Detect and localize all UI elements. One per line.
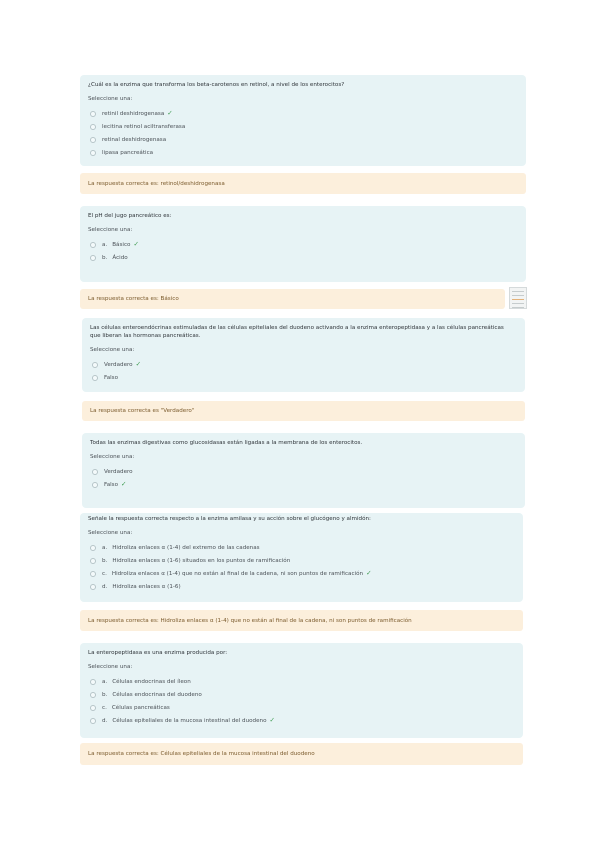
option-label: Hidroliza enlaces α (1-4) del extremo de las cadenas: [112, 544, 260, 551]
question-3: [82, 318, 525, 392]
option-a[interactable]: [88, 107, 516, 120]
option-d[interactable]: [88, 146, 516, 159]
option-letter: c.: [102, 570, 107, 577]
option-letter: a.: [102, 678, 108, 685]
option-c[interactable]: [88, 701, 513, 714]
option-letter: d.: [102, 583, 108, 590]
option-letter: b.: [102, 691, 108, 698]
option-d[interactable]: [88, 714, 513, 727]
radio-icon[interactable]: [90, 558, 96, 564]
option-b[interactable]: [88, 688, 513, 701]
feedback-text: La respuesta correcta es: retinol/deshidrogenasa: [88, 180, 225, 187]
question-text: Señale la respuesta correcta respecto a la enzima amilasa y su acción sobre el glucógeno y almidón:: [88, 516, 371, 522]
select-label: Seleccione una:: [88, 96, 133, 103]
radio-icon[interactable]: [92, 482, 98, 488]
option-b[interactable]: [88, 120, 516, 133]
question-text: La enteropeptidasa es una enzima producida por:: [88, 650, 228, 656]
select-label: Seleccione una:: [90, 454, 135, 461]
option-label: Falso: [104, 481, 119, 488]
option-label: Células pancreáticas: [111, 704, 170, 711]
radio-icon[interactable]: [90, 718, 96, 724]
radio-icon[interactable]: [90, 111, 96, 117]
option-letter: d.: [102, 717, 108, 724]
option-b[interactable]: [88, 251, 516, 264]
check-icon: ✓: [121, 480, 127, 488]
option-label: retinal deshidrogenasa: [102, 136, 167, 143]
select-label: Seleccione una:: [90, 347, 135, 354]
select-label: Seleccione una:: [88, 664, 133, 671]
radio-icon[interactable]: [90, 137, 96, 143]
option-letter: b.: [102, 254, 108, 261]
option-label: Células endocrinas del íleon: [112, 678, 191, 685]
radio-icon[interactable]: [90, 679, 96, 685]
option-a[interactable]: [88, 238, 516, 251]
feedback-6: [80, 743, 523, 765]
option-c[interactable]: [88, 133, 516, 146]
option-letter: a.: [102, 544, 108, 551]
question-1: [80, 75, 526, 166]
radio-icon[interactable]: [90, 545, 96, 551]
check-icon: ✓: [167, 109, 173, 117]
option-label: Hidroliza enlaces α (1-6) situados en los puntos de ramificación: [112, 557, 291, 564]
option-false[interactable]: [90, 371, 515, 384]
question-5: [80, 513, 523, 602]
radio-icon[interactable]: [92, 362, 98, 368]
check-icon: ✓: [269, 716, 275, 724]
check-icon: ✓: [135, 360, 142, 369]
feedback-5: [80, 610, 523, 631]
option-label: lecitina retinol aciltransferasa: [102, 123, 186, 130]
option-true[interactable]: [90, 358, 515, 371]
question-text: Todas las enzimas digestivas como glucosidasas están ligadas a la membrana de los enterocitos.: [90, 440, 363, 446]
page-thumbnail-icon[interactable]: [509, 287, 527, 309]
question-text: ¿Cuál es la enzima que transforma los beta-carotenos en retinol, a nivel de los enterocitos?: [88, 82, 345, 88]
radio-icon[interactable]: [90, 150, 96, 156]
question-4: [82, 433, 525, 508]
radio-icon[interactable]: [90, 242, 96, 248]
radio-icon[interactable]: [90, 255, 96, 261]
option-label: lipasa pancreática: [102, 149, 154, 156]
question-text: Las células enteroendócrinas estimuladas de las células epiteliales del duodeno activando a la enzima enteropeptidasa y a las células pancreáticas que liberan las hormonas pancreáticas.: [90, 325, 504, 340]
option-label: Hidroliza enlaces α (1-6): [112, 583, 181, 590]
option-false[interactable]: [90, 478, 515, 491]
option-label: Verdadero: [104, 361, 133, 368]
feedback-text: La respuesta correcta es: Hidroliza enlaces α (1-4) que no están al final de la cadena, ni son puntos de ramificación: [88, 617, 412, 624]
radio-icon[interactable]: [90, 124, 96, 130]
option-label: Células endocrinas del duodeno: [112, 691, 202, 698]
radio-icon[interactable]: [90, 571, 96, 577]
select-label: Seleccione una:: [88, 530, 133, 537]
radio-icon[interactable]: [90, 705, 96, 711]
select-label: Seleccione una:: [88, 227, 133, 234]
option-label: Falso: [104, 374, 119, 381]
feedback-3: [82, 401, 525, 421]
radio-icon[interactable]: [90, 692, 96, 698]
feedback-2: [80, 289, 505, 309]
question-2: [80, 206, 526, 282]
option-a[interactable]: [88, 541, 513, 554]
option-b[interactable]: [88, 554, 513, 567]
feedback-text: La respuesta correcta es "Verdadero": [90, 408, 195, 414]
check-icon: ✓: [366, 569, 372, 577]
option-letter: a.: [102, 241, 108, 248]
option-true[interactable]: [90, 465, 515, 478]
option-letter: b.: [102, 557, 108, 564]
radio-icon[interactable]: [90, 584, 96, 590]
feedback-text: La respuesta correcta es: Células epiteliales de la mucosa intestinal del duodeno: [88, 751, 315, 757]
option-a[interactable]: [88, 675, 513, 688]
option-label: retinil deshidrogenasa: [102, 110, 165, 117]
option-label: Células epiteliales de la mucosa intestinal del duodeno: [112, 717, 267, 724]
option-label: Hidroliza enlaces α (1-4) que no están al final de la cadena, ni son puntos de ramificación: [111, 570, 364, 577]
feedback-1: [80, 173, 526, 194]
option-label: Básico: [112, 241, 131, 248]
option-label: Ácido: [112, 254, 128, 261]
radio-icon[interactable]: [92, 469, 98, 475]
check-icon: ✓: [133, 240, 139, 248]
question-text: El pH del jugo pancreático es:: [88, 213, 172, 219]
question-6: [80, 643, 523, 738]
option-letter: c.: [102, 704, 107, 711]
radio-icon[interactable]: [92, 375, 98, 381]
option-d[interactable]: [88, 580, 513, 593]
option-label: Verdadero: [104, 468, 133, 475]
option-c[interactable]: [88, 567, 513, 580]
feedback-text: La respuesta correcta es: Básico: [88, 296, 179, 302]
